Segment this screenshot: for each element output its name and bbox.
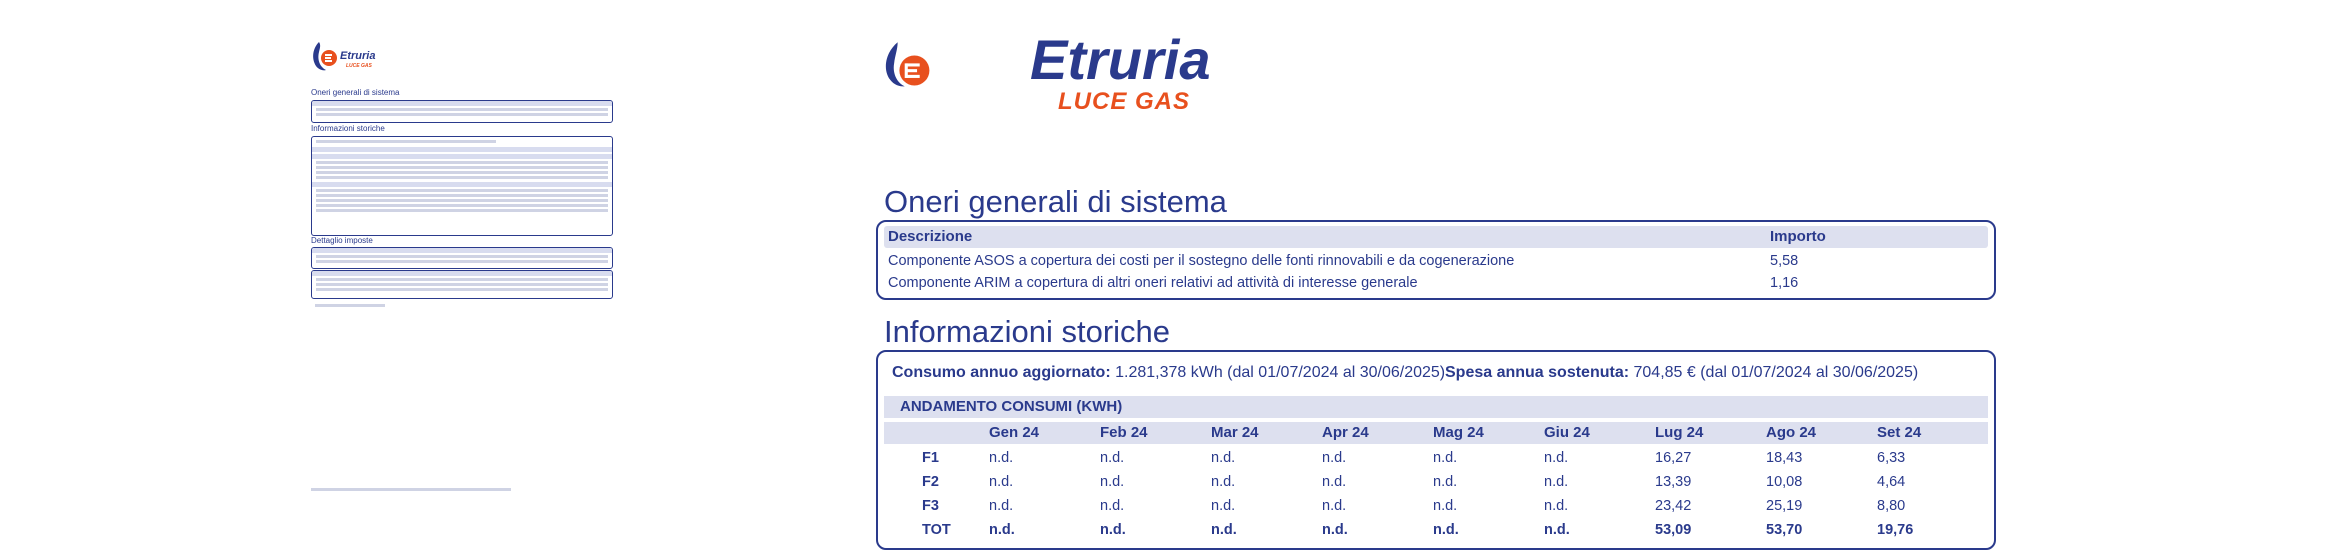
- consumo-cell: n.d.: [989, 522, 1015, 538]
- row-label: F1: [922, 450, 939, 466]
- consumo-cell: n.d.: [989, 450, 1014, 466]
- thumb-title-imposte: Dettaglio imposte: [311, 236, 373, 245]
- month-header: Mar 24: [1211, 424, 1259, 441]
- consumo-label: Consumo annuo aggiornato:: [892, 364, 1111, 381]
- consumo-cell: n.d.: [1322, 474, 1347, 490]
- brand-name: Etruria: [1030, 28, 1211, 91]
- svg-text:Etruria: Etruria: [340, 50, 376, 62]
- page-thumbnail[interactable]: [305, 40, 617, 500]
- consumo-cell: n.d.: [1211, 450, 1236, 466]
- row-label: F2: [922, 474, 939, 490]
- thumb-storiche-box: [311, 136, 613, 236]
- thumb-title-oneri: Oneri generali di sistema: [311, 88, 400, 97]
- consumo-cell: n.d.: [1433, 450, 1458, 466]
- oneri-header-row: [884, 226, 1988, 248]
- consumo-cell: n.d.: [1100, 522, 1126, 538]
- consumo-cell: n.d.: [1322, 522, 1348, 538]
- consumo-cell: n.d.: [1433, 498, 1458, 514]
- consumo-annuo: [892, 364, 1445, 382]
- month-header: Lug 24: [1655, 424, 1704, 441]
- consumo-cell: 25,19: [1766, 498, 1803, 514]
- consumo-cell: 4,64: [1877, 474, 1906, 490]
- consumo-cell: 10,08: [1766, 474, 1803, 490]
- consumo-cell: n.d.: [1433, 474, 1458, 490]
- spesa-value: 704,85 € (dal 01/07/2024 al 30/06/2025): [1633, 364, 1919, 381]
- month-header: Feb 24: [1100, 424, 1148, 441]
- consumo-cell: 23,42: [1655, 498, 1692, 514]
- etruria-logo-icon: [880, 12, 1030, 117]
- month-header: Set 24: [1877, 424, 1922, 441]
- thumb-footer: [311, 488, 511, 491]
- oneri-title: Oneri generali di sistema: [884, 184, 1227, 219]
- storiche-title: Informazioni storiche: [884, 314, 1171, 349]
- storiche-panel: [876, 350, 1996, 550]
- thumb-imposte-box-2: [311, 270, 613, 299]
- thumb-oneri-box: [311, 100, 613, 123]
- consumo-value: 1.281,378 kWh (dal 01/07/2024 al 30/06/2025): [1115, 364, 1446, 381]
- consumo-cell: n.d.: [1544, 474, 1569, 490]
- consumo-cell: n.d.: [1322, 498, 1347, 514]
- oneri-row-amount: 5,58: [1770, 253, 1799, 269]
- consumo-cell: n.d.: [1211, 474, 1236, 490]
- consumo-cell: 19,76: [1877, 522, 1914, 538]
- thumb-title-storiche: Informazioni storiche: [311, 124, 385, 133]
- consumo-cell: 18,43: [1766, 450, 1803, 466]
- consumo-cell: n.d.: [1100, 450, 1125, 466]
- month-header: Mag 24: [1433, 424, 1484, 441]
- consumo-cell: n.d.: [989, 474, 1014, 490]
- consumo-cell: n.d.: [1100, 474, 1125, 490]
- consumo-cell: 53,70: [1766, 522, 1803, 538]
- month-header: Gen 24: [989, 424, 1040, 441]
- month-header: Ago 24: [1766, 424, 1817, 441]
- month-header: Apr 24: [1322, 424, 1369, 441]
- thumb-total-line: [315, 304, 385, 307]
- table-row: [884, 252, 1988, 272]
- spesa-label: Spesa annua sostenuta:: [1445, 364, 1630, 381]
- consumo-cell: 53,09: [1655, 522, 1692, 538]
- row-label: F3: [922, 498, 939, 514]
- consumo-cell: n.d.: [1100, 498, 1125, 514]
- consumo-cell: n.d.: [1433, 522, 1459, 538]
- consumo-cell: 6,33: [1877, 450, 1906, 466]
- consumo-cell: n.d.: [1211, 522, 1237, 538]
- consumo-cell: n.d.: [1544, 498, 1569, 514]
- consumo-cell: 16,27: [1655, 450, 1692, 466]
- consumo-cell: n.d.: [1211, 498, 1236, 514]
- table-row: [884, 274, 1988, 294]
- consumo-cell: n.d.: [1544, 522, 1570, 538]
- brand-subtitle: LUCE GAS: [1058, 88, 1191, 115]
- consumo-cell: n.d.: [1322, 450, 1347, 466]
- andamento-title: ANDAMENTO CONSUMI (KWH): [900, 398, 1123, 415]
- consumo-cell: n.d.: [1544, 450, 1569, 466]
- oneri-table: [876, 220, 1996, 300]
- oneri-col-descrizione: Descrizione: [888, 228, 973, 245]
- etruria-logo-small: [310, 40, 380, 74]
- spesa-annua: [1445, 364, 1918, 382]
- consumo-cell: 8,80: [1877, 498, 1906, 514]
- svg-text:LUCE GAS: LUCE GAS: [346, 63, 372, 69]
- row-label: TOT: [922, 522, 951, 538]
- oneri-row-desc: Componente ARIM a copertura di altri oneri relativi ad attività di interesse generale: [888, 275, 1418, 291]
- thumb-imposte-box-1: [311, 247, 613, 269]
- consumo-cell: 13,39: [1655, 474, 1692, 490]
- month-header: Giu 24: [1544, 424, 1590, 441]
- andamento-header: [884, 396, 1988, 418]
- oneri-col-importo: Importo: [1770, 228, 1826, 245]
- oneri-row-desc: Componente ASOS a copertura dei costi per il sostegno delle fonti rinnovabili e da cogenerazione: [888, 253, 1515, 269]
- consumo-cell: n.d.: [989, 498, 1014, 514]
- oneri-row-amount: 1,16: [1770, 275, 1799, 291]
